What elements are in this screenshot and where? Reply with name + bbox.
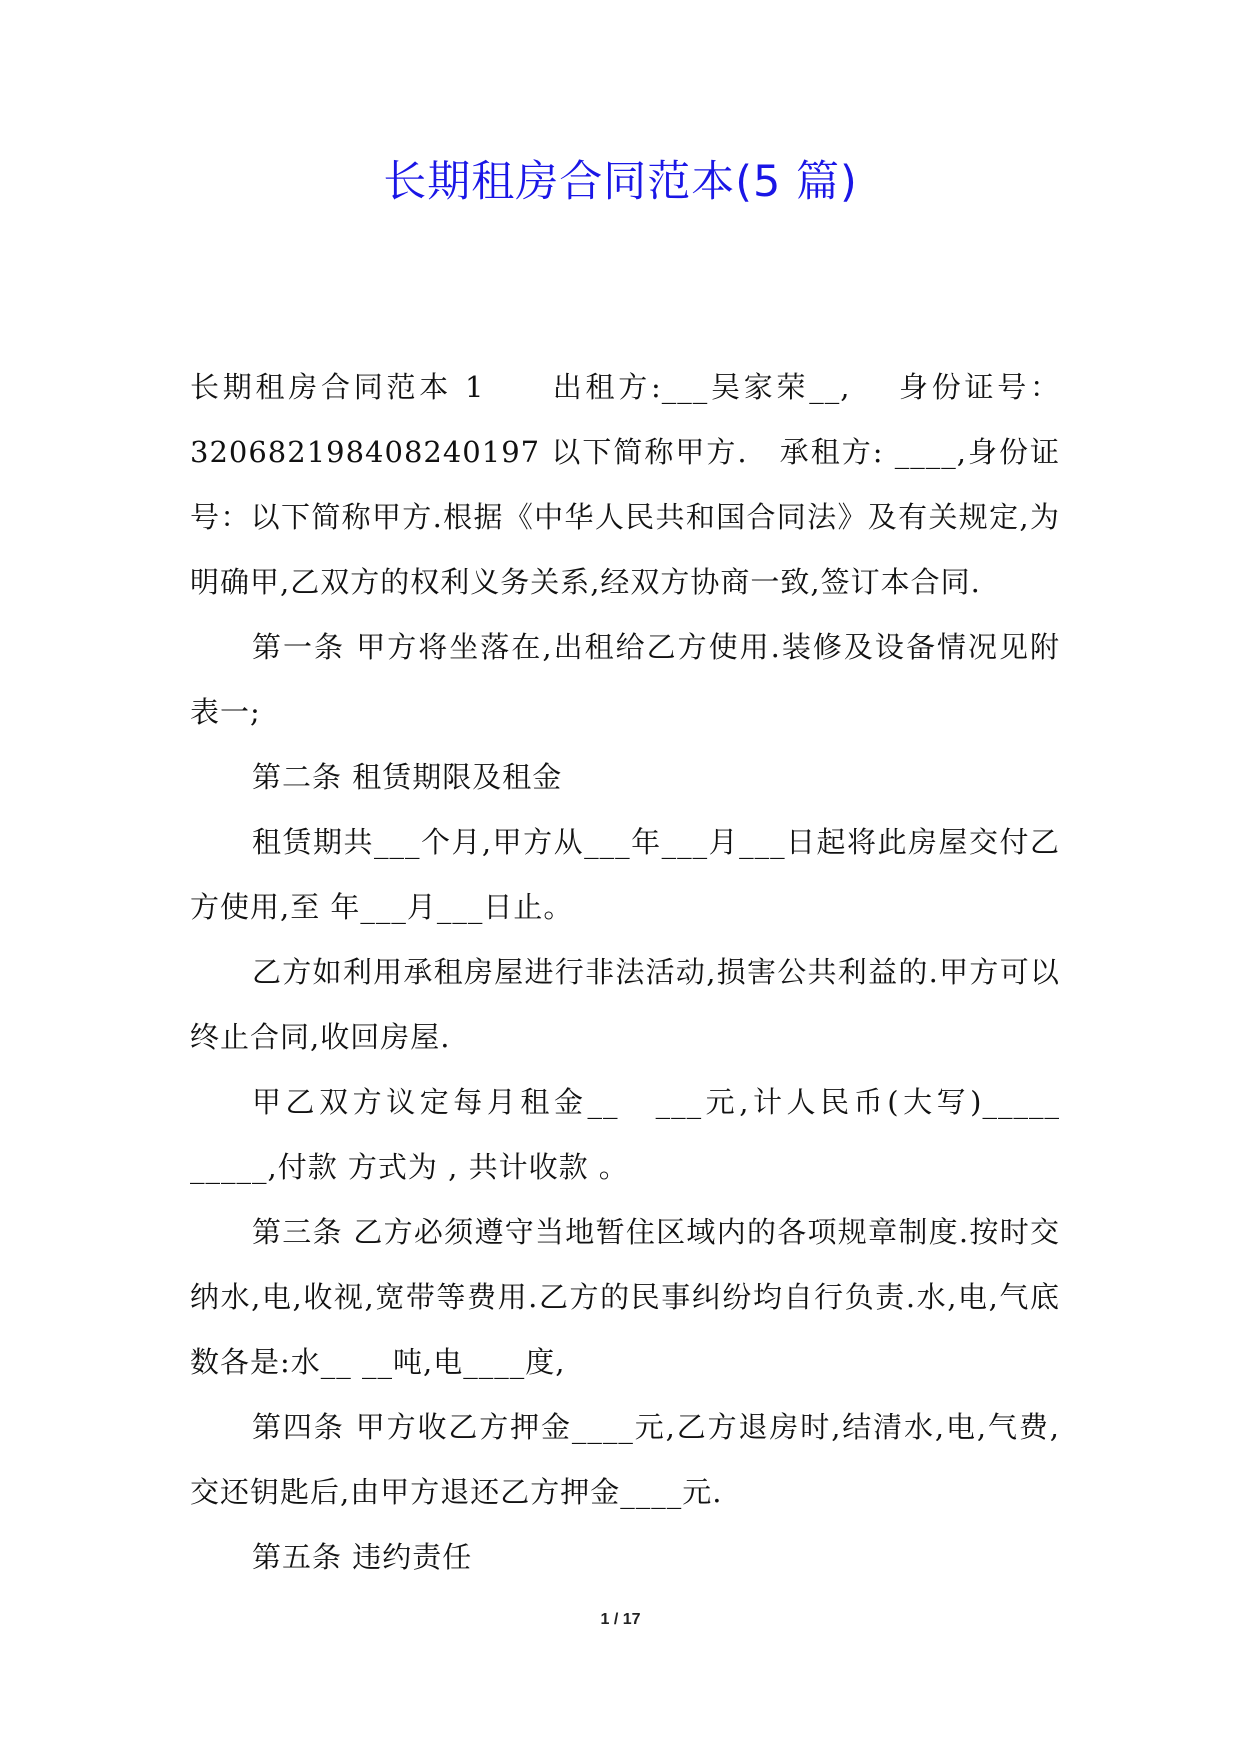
intro-paragraph: 长期租房合同范本 1 出租方:___吴家荣__, 身份证号：320682198408240197 以下简称甲方. 承租方: ____,身份证号：以下简称甲方.根据《中华人民共和国合同法》及有关规定,为明确甲,乙双方的权利义务关系,经双方协商一致,签订本合同. <box>190 370 1060 599</box>
illegal-use-paragraph: 乙方如利用承租房屋进行非法活动,损害公共利益的.甲方可以终止合同,收回房屋. <box>190 955 1060 1054</box>
rent-amount-paragraph: 甲乙双方议定每月租金__ ___元,计人民币(大写)_____ _____,付款 方式为 , 共计收款 。 <box>190 1085 1060 1184</box>
article-2-heading: 第二条 租赁期限及租金 <box>252 760 563 794</box>
lease-term-paragraph: 租赁期共___个月,甲方从___年___月___日起将此房屋交付乙方使用,至 年___月___日止。 <box>190 825 1060 924</box>
page-number: 1 / 17 <box>600 1611 641 1628</box>
article-1-paragraph: 第一条 甲方将坐落在,出租给乙方使用.装修及设备情况见附表一; <box>190 630 1060 729</box>
article-3-paragraph: 第三条 乙方必须遵守当地暂住区域内的各项规章制度.按时交纳水,电,收视,宽带等费用.乙方的民事纠纷均自行负责.水,电,气底数各是:水__ __吨,电____度, <box>190 1215 1060 1379</box>
document-title: 长期租房合同范本(5 篇) <box>383 157 858 207</box>
article-4-paragraph: 第四条 甲方收乙方押金____元,乙方退房时,结清水,电,气费,交还钥匙后,由甲方退还乙方押金____元. <box>190 1410 1060 1509</box>
document-body <box>190 355 1060 1590</box>
article-5-heading: 第五条 违约责任 <box>252 1540 473 1574</box>
